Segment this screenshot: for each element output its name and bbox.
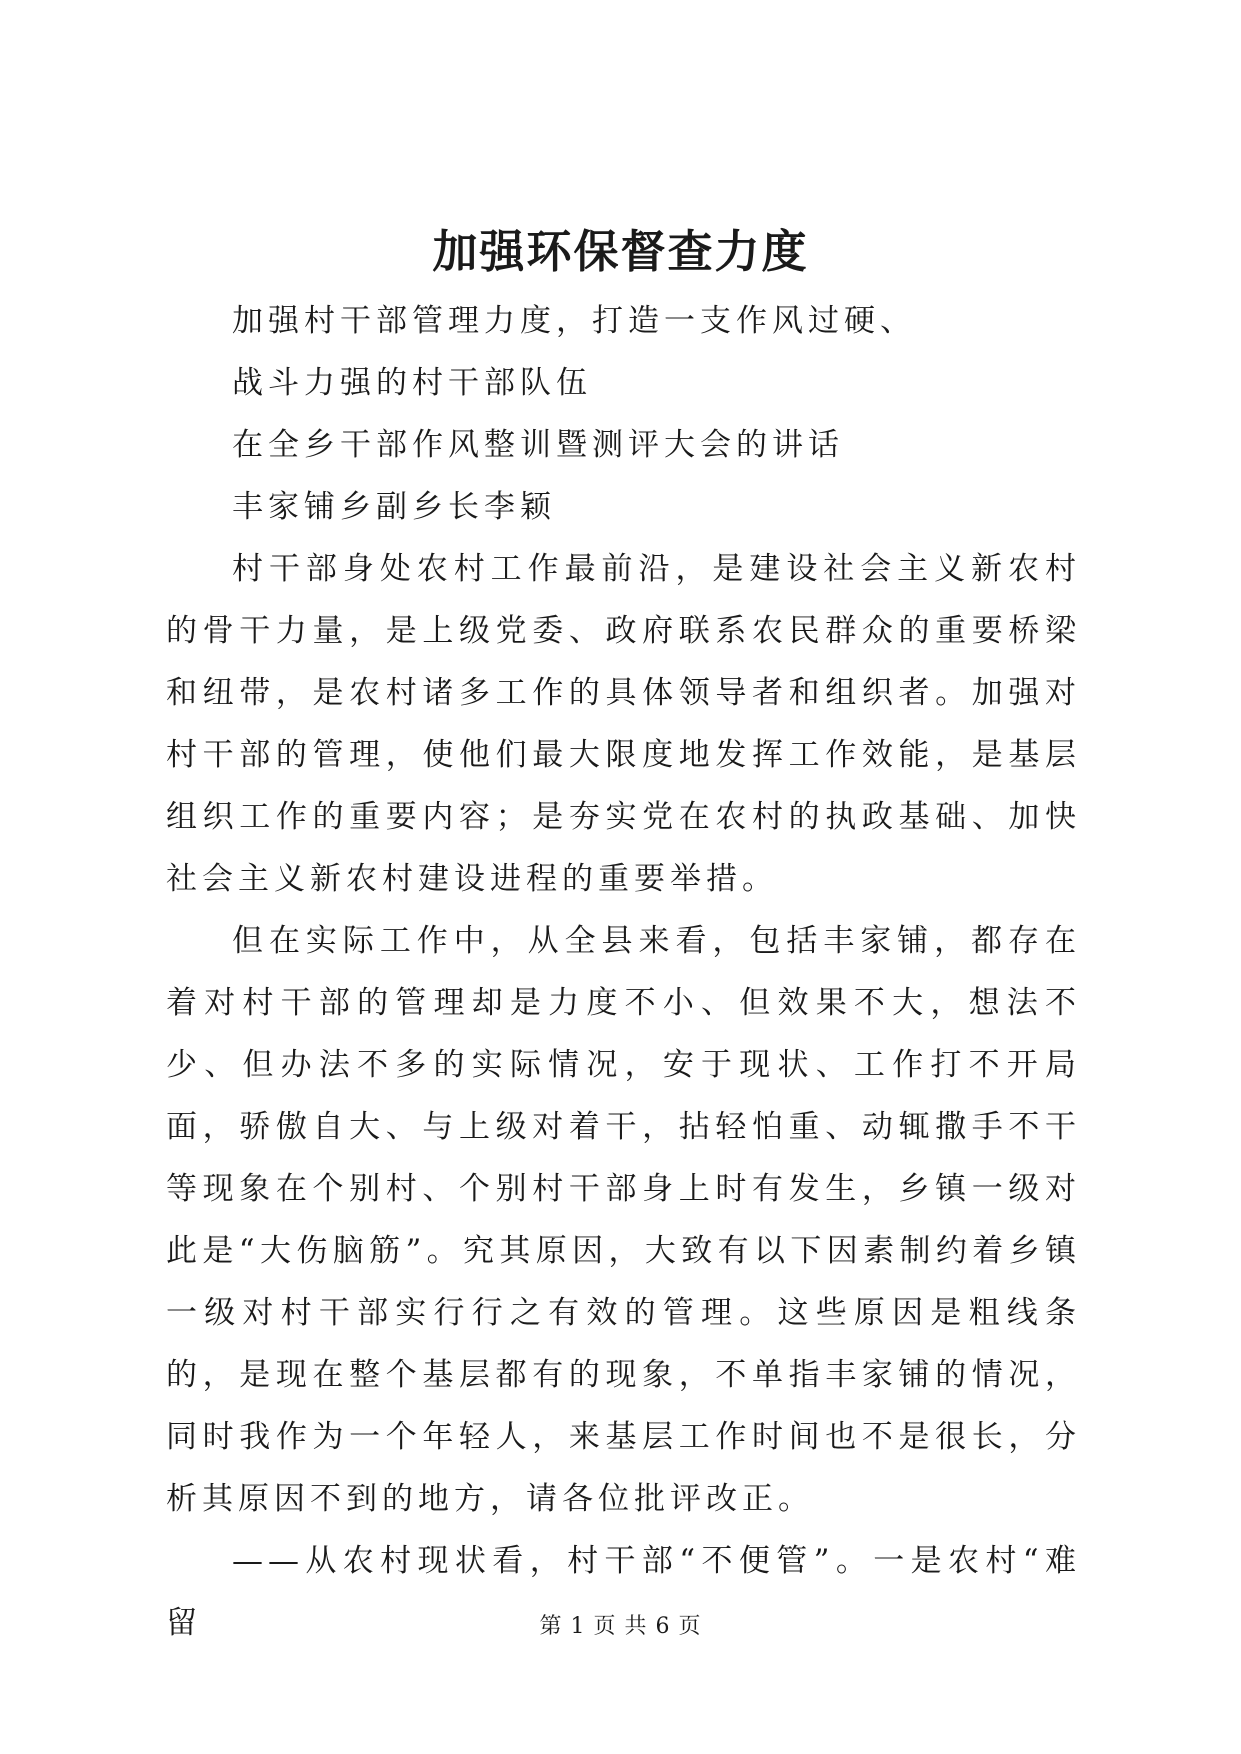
body-paragraph: 但在实际工作中，从全县来看，包括丰家铺，都存在着对村干部的管理却是力度不小、但效果不大，想法不少、但办法不多的实际情况，安于现状、工作打不开局面，骄傲自大、与上级对着干，拈轻怕重、动辄撒手不干等现象在个别村、个别村干部身上时有发生，乡镇一级对此是“大伤脑筋”。究其原因，大致有以下因素制约着乡镇一级对村干部实行行之有效的管理。这些原因是粗线条的，是现在整个基层都有的现象，不单指丰家铺的情况，同时我作为一个年轻人，来基层工作时间也不是很长，分析其原因不到的地方，请各位批评改正。: [166, 923, 1081, 1517]
header-line: 在全乡干部作风整训暨测评大会的讲话: [232, 427, 844, 463]
header-line: 加强村干部管理力度，打造一支作风过硬、: [232, 303, 916, 339]
document-body: [166, 290, 1081, 1654]
body-paragraph: 村干部身处农村工作最前沿，是建设社会主义新农村的骨干力量，是上级党委、政府联系农民群众的重要桥梁和纽带，是农村诸多工作的具体领导者和组织者。加强对村干部的管理，使他们最大限度地发挥工作效能，是基层组织工作的重要内容；是夯实党在农村的执政基础、加快社会主义新农村建设进程的重要举措。: [166, 551, 1081, 897]
header-line: 战斗力强的村干部队伍: [232, 365, 592, 401]
page-number-footer: 第 1 页 共 6 页: [539, 1614, 702, 1639]
body-paragraph: ——从农村现状看，村干部“不便管”。一是农村“难留: [166, 1543, 1081, 1641]
document-title: 加强环保督查力度: [432, 225, 809, 278]
header-line: 丰家铺乡副乡长李颖: [232, 489, 556, 525]
